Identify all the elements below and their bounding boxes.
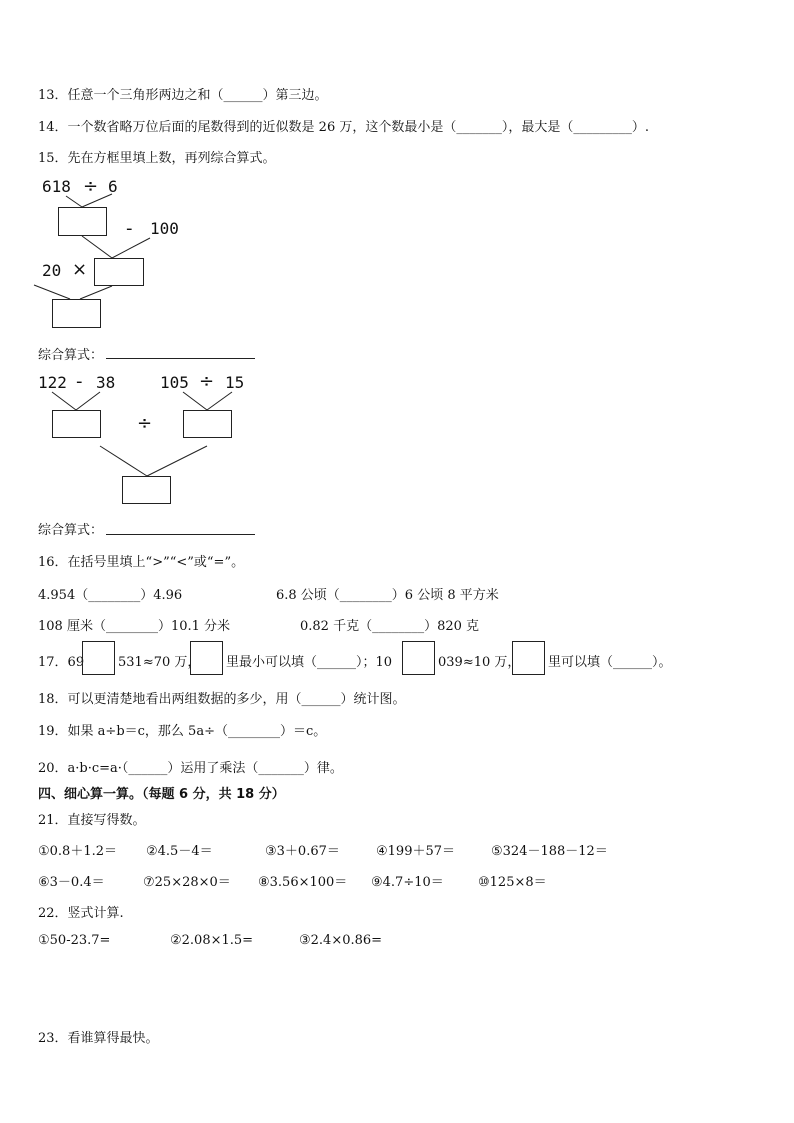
calc-item-8: ⑧3.56×100＝ <box>258 875 348 890</box>
divide-sign: ÷ <box>83 176 99 197</box>
diagram1-number-100: 100 <box>150 219 179 238</box>
question-14: 14．一个数省略万位后面的尾数得到的近似数是 26 万，这个数最小是（_______），最大是（_________）. <box>38 120 649 135</box>
divide-sign: ÷ <box>199 371 215 392</box>
diagram2-number-122: 122 <box>38 373 67 392</box>
diagram2-number-15: 15 <box>225 373 245 392</box>
diagram2-number-38: 38 <box>96 373 116 392</box>
vertical-calc-2: ②2.08×1.5= <box>170 933 254 948</box>
digit-box-4[interactable] <box>512 641 545 675</box>
vertical-calc-3: ③2.4×0.86= <box>299 933 383 948</box>
question-17-part-e: 里可以填（______）。 <box>548 655 672 670</box>
calc-item-4: ④199＋57＝ <box>376 844 456 859</box>
question-15: 15．先在方框里填上数，再列综合算式。 <box>38 151 276 166</box>
section-4-heading: 四、细心算一算。（每题 6 分，共 18 分） <box>38 787 285 802</box>
calc-item-6: ⑥3－0.4＝ <box>38 875 105 890</box>
diagram1-number-20: 20 <box>42 261 62 280</box>
question-13: 13．任意一个三角形两边之和（______）第三边。 <box>38 88 328 103</box>
question-16: 16．在括号里填上“>”“<”或“=”。 <box>38 555 245 570</box>
digit-box-3[interactable] <box>402 641 435 675</box>
calc-item-3: ③3＋0.67＝ <box>265 844 340 859</box>
digit-box-2[interactable] <box>190 641 223 675</box>
divide-sign-middle: ÷ <box>137 413 153 434</box>
compare-item-1: 4.954（________）4.96 <box>38 588 183 603</box>
question-17-part-d: 039≈10 万， <box>438 655 521 670</box>
question-17-part-b: 531≈70 万， <box>118 655 201 670</box>
calc-item-9: ⑨4.7÷10＝ <box>371 875 444 890</box>
question-17-part-c: 里最小可以填（______）；10 <box>226 655 393 670</box>
calc-item-7: ⑦25×28×0＝ <box>143 875 231 890</box>
question-18: 18．可以更清楚地看出两组数据的多少，用（______）统计图。 <box>38 692 406 707</box>
question-19: 19．如果 a÷b＝c，那么 5a÷（________）＝c。 <box>38 724 327 739</box>
digit-box-1[interactable] <box>82 641 115 675</box>
question-21: 21．直接写得数。 <box>38 813 146 828</box>
calc-item-2: ②4.5－4＝ <box>146 844 213 859</box>
minus-sign: - <box>76 371 83 392</box>
combined-formula-label-1: 综合算式： <box>38 348 104 363</box>
calc-item-5: ⑤324－188－12＝ <box>491 844 608 859</box>
question-22: 22．竖式计算. <box>38 906 124 921</box>
diagram1-number-6: 6 <box>108 177 118 196</box>
question-17-part-a: 17．69 <box>38 655 85 670</box>
diagram2-number-105: 105 <box>160 373 189 392</box>
diagram1-number-618: 618 <box>42 177 71 196</box>
question-20: 20．a·b·c=a·（______）运用了乘法（_______）律。 <box>38 761 343 776</box>
compare-item-3: 108 厘米（________）10.1 分米 <box>38 619 231 634</box>
question-23: 23．看谁算得最快。 <box>38 1031 159 1046</box>
vertical-calc-1: ①50-23.7= <box>38 933 111 948</box>
calc-item-10: ⑩125×8＝ <box>478 875 547 890</box>
times-sign: × <box>72 259 88 280</box>
combined-formula-label-2: 综合算式： <box>38 523 104 538</box>
minus-sign: - <box>126 218 133 239</box>
compare-item-2: 6.8 公顷（________）6 公顷 8 平方米 <box>276 588 499 603</box>
compare-item-4: 0.82 千克（________）820 克 <box>300 619 480 634</box>
calc-item-1: ①0.8＋1.2＝ <box>38 844 118 859</box>
